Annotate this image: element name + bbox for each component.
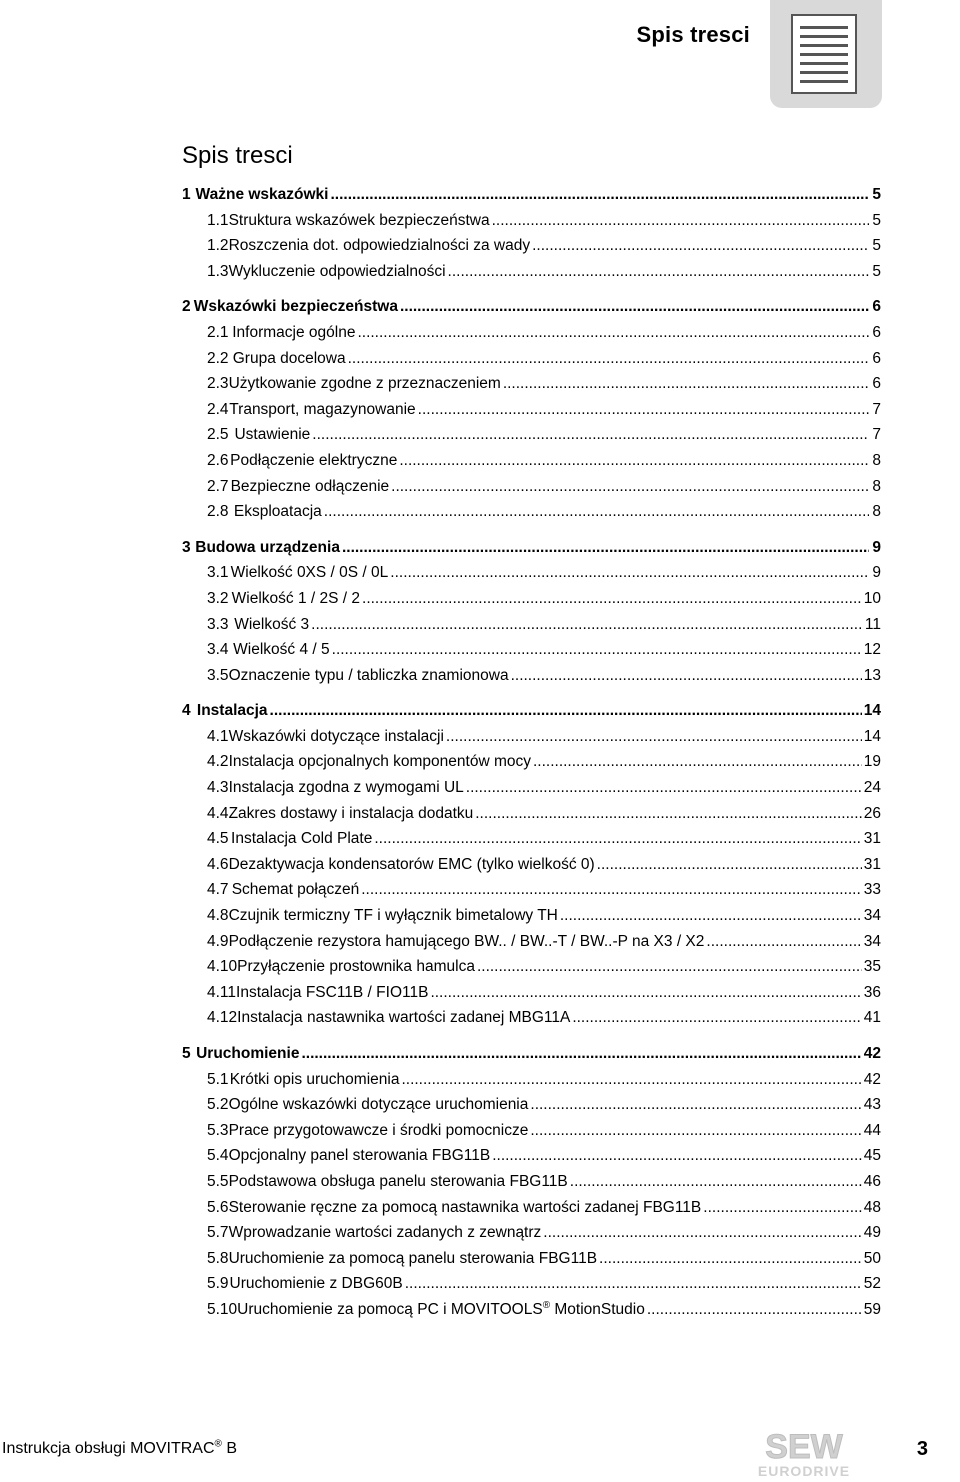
- toc-section-title: Instalacja FSC11B / FIO11B: [236, 983, 429, 1001]
- toc-page-number: 31: [863, 830, 881, 848]
- toc-leader-dots: [311, 616, 863, 634]
- toc-section-number: 2.4: [207, 400, 229, 418]
- toc-section-number: 5.10: [207, 1300, 238, 1318]
- toc-section-number: 3.1: [207, 564, 229, 582]
- toc-section-title: Prace przygotowawcze i środki pomocnicze: [228, 1121, 529, 1139]
- toc-section-row[interactable]: [182, 616, 881, 642]
- toc-leader-dots: [647, 1301, 862, 1319]
- toc-section-number: 5.9: [207, 1275, 229, 1293]
- toc-leader-dots: [400, 298, 869, 316]
- toc-page-number: 6: [872, 298, 881, 316]
- toc-page-number: 14: [863, 727, 881, 745]
- footer-manual-title: Instrukcja obsługi MOVITRAC® B: [2, 1438, 238, 1457]
- toc-leader-dots: [430, 984, 861, 1002]
- toc-section-row[interactable]: [182, 907, 881, 933]
- toc-leader-dots: [324, 503, 869, 521]
- toc-leader-dots: [418, 401, 869, 419]
- toc-leader-dots: [362, 590, 862, 608]
- toc-section-number: 2.3: [207, 375, 229, 393]
- toc-page-number: 42: [863, 1070, 881, 1088]
- toc-chapter-row[interactable]: [182, 186, 881, 212]
- toc-section-title: Dezaktywacja kondensatorów EMC (tylko wielkość 0): [228, 855, 595, 873]
- toc-chapter-number: 3: [182, 538, 191, 556]
- toc-leader-dots: [706, 933, 861, 951]
- toc-section-title: Przyłączenie prostownika hamulca: [237, 958, 475, 976]
- toc-section-number: 2.5: [207, 426, 229, 444]
- toc-section-title: Bezpieczne odłączenie: [230, 477, 390, 495]
- toc-page-number: 50: [863, 1249, 881, 1267]
- toc-section-row[interactable]: [182, 641, 881, 667]
- toc-section-row[interactable]: [182, 984, 881, 1010]
- toc-page-number: 8: [872, 477, 881, 495]
- toc-section-number: 5.8: [207, 1249, 229, 1267]
- toc-section-number: 2.2: [207, 349, 229, 367]
- toc-section-number: 1.2: [207, 237, 229, 255]
- toc-leader-dots: [270, 702, 862, 720]
- toc-leader-dots: [543, 1224, 861, 1242]
- toc-section-title: Instalacja zgodna z wymogami UL: [228, 779, 464, 797]
- toc-section-number: 4.2: [207, 753, 229, 771]
- toc-page-number: 8: [872, 503, 881, 521]
- toc-section-title: Roszczenia dot. odpowiedzialności za wady: [228, 237, 531, 255]
- toc-leader-dots: [530, 1122, 861, 1140]
- toc-section-number: 5.7: [207, 1224, 229, 1242]
- toc-page-number: 9: [872, 564, 881, 582]
- toc-section-title: Transport, magazynowanie: [229, 400, 416, 418]
- toc-section-number: 4.4: [207, 804, 229, 822]
- toc-leader-dots: [405, 1275, 862, 1293]
- toc-page-number: 36: [863, 983, 881, 1001]
- toc-page-number: 45: [863, 1147, 881, 1165]
- toc-leader-dots: [572, 1009, 861, 1027]
- page-title: Spis tresci: [182, 142, 293, 169]
- toc-section-number: 1.3: [207, 262, 229, 280]
- toc-page-number: 5: [872, 262, 881, 280]
- toc-leader-dots: [312, 426, 869, 444]
- toc-page-number: 6: [872, 323, 881, 341]
- toc-page-number: 43: [863, 1096, 881, 1114]
- toc-leader-dots: [570, 1173, 862, 1191]
- toc-leader-dots: [703, 1199, 861, 1217]
- toc-page-number: 48: [863, 1198, 881, 1216]
- toc-leader-dots: [391, 478, 869, 496]
- toc-section-row[interactable]: [182, 805, 881, 831]
- document-icon: [791, 14, 857, 94]
- toc-chapter-row[interactable]: [182, 1045, 881, 1071]
- toc-leader-dots: [466, 779, 862, 797]
- toc-page-number: 5: [872, 186, 881, 203]
- header-tab: [770, 0, 882, 108]
- toc-leader-dots: [401, 1071, 861, 1089]
- toc-leader-dots: [492, 212, 869, 230]
- toc-section-number: 4.10: [207, 958, 238, 976]
- toc-section-row[interactable]: [182, 375, 881, 401]
- toc-page-number: 6: [872, 375, 881, 393]
- toc-page-number: 35: [863, 958, 881, 976]
- toc-section-title: Podłączenie rezystora hamującego BW.. / BW..-T / BW..-P na X3 / X2: [228, 932, 705, 950]
- toc-section-number: 4.7: [207, 881, 229, 899]
- toc-leader-dots: [390, 564, 869, 582]
- toc-section-title: Instalacja opcjonalnych komponentów mocy: [228, 753, 531, 771]
- toc-section-title: Ogólne wskazówki dotyczące uruchomienia: [228, 1096, 529, 1114]
- toc-section-row[interactable]: [182, 1122, 881, 1148]
- toc-section-row[interactable]: [182, 667, 881, 693]
- toc-leader-dots: [511, 667, 862, 685]
- toc-section-row[interactable]: [182, 590, 881, 616]
- toc-chapter-row[interactable]: [182, 702, 881, 728]
- toc-section-number: 5.2: [207, 1096, 229, 1114]
- toc-section-row[interactable]: [182, 881, 881, 907]
- toc-leader-dots: [560, 907, 862, 925]
- toc-section-row[interactable]: [182, 933, 881, 959]
- toc-page-number: 26: [863, 804, 881, 822]
- toc-section-title: Ustawienie: [234, 426, 311, 444]
- toc-section-row[interactable]: [182, 452, 881, 478]
- toc-leader-dots: [348, 350, 869, 368]
- toc-page-number: 14: [863, 702, 881, 720]
- toc-chapter-title: Instalacja: [196, 702, 268, 720]
- toc-section-row[interactable]: [182, 1224, 881, 1250]
- toc-section-number: 5.1: [207, 1070, 229, 1088]
- toc-section-number: 4.9: [207, 932, 229, 950]
- toc-page-number: 46: [863, 1172, 881, 1190]
- toc-section-title: Wielkość 4 / 5: [233, 641, 330, 659]
- toc-section-title: Uruchomienie za pomocą panelu sterowania FBG11B: [228, 1249, 598, 1267]
- toc-leader-dots: [301, 1045, 861, 1063]
- toc-section-row[interactable]: [182, 830, 881, 856]
- toc-leader-dots: [599, 1250, 862, 1268]
- toc-section-title: Wielkość 1 / 2S / 2: [231, 589, 361, 607]
- toc-section-number: 4.6: [207, 855, 229, 873]
- toc-page-number: 41: [863, 1009, 881, 1027]
- toc-leader-dots: [532, 237, 869, 255]
- toc-section-row[interactable]: [182, 1096, 881, 1122]
- toc-section-title: Zakres dostawy i instalacja dodatku: [228, 804, 474, 822]
- toc-section-title: Użytkowanie zgodne z przeznaczeniem: [228, 375, 501, 393]
- toc-leader-dots: [357, 324, 869, 342]
- toc-section-row[interactable]: [182, 503, 881, 529]
- toc-section-number: 1.1: [207, 211, 229, 229]
- toc-section-title: Uruchomienie za pomocą PC i MOVITOOLS® MotionStudio: [237, 1299, 645, 1318]
- toc-leader-dots: [361, 881, 862, 899]
- logo-text-top: SEW: [765, 1428, 843, 1466]
- toc-page-number: 10: [863, 589, 881, 607]
- toc-section-number: 4.8: [207, 907, 229, 925]
- toc-page-number: 7: [872, 426, 881, 444]
- toc-leader-dots: [597, 856, 862, 874]
- toc-page-number: 44: [863, 1121, 881, 1139]
- toc-page-number: 6: [872, 349, 881, 367]
- toc-chapter-number: 2: [182, 298, 191, 316]
- toc-chapter-number: 5: [182, 1045, 191, 1062]
- toc-section-number: 5.6: [207, 1198, 229, 1216]
- toc-section-number: 5.5: [207, 1172, 229, 1190]
- toc-leader-dots: [399, 452, 869, 470]
- logo-text-bottom: EURODRIVE: [757, 1463, 851, 1479]
- toc-section-row[interactable]: [182, 426, 881, 452]
- toc-leader-dots: [475, 805, 862, 823]
- toc-section-number: 2.1: [207, 323, 229, 341]
- toc-section-number: 2.6: [207, 451, 229, 469]
- toc-section-row[interactable]: [182, 753, 881, 779]
- toc-section-title: Schemat połączeń: [231, 881, 360, 899]
- toc-leader-dots: [332, 641, 862, 659]
- toc-section-title: Wielkość 0XS / 0S / 0L: [230, 564, 389, 582]
- toc-section-title: Wprowadzanie wartości zadanych z zewnątrz: [228, 1224, 542, 1242]
- toc-section-row[interactable]: [182, 324, 881, 350]
- toc-section-row[interactable]: [182, 1301, 881, 1327]
- toc-page-number: 12: [863, 641, 881, 659]
- toc-section-title: Oznaczenie typu / tabliczka znamionowa: [228, 666, 509, 684]
- toc-section-title: Czujnik termiczny TF i wyłącznik bimetalowy TH: [228, 907, 558, 925]
- toc-page-number: 5: [872, 237, 881, 255]
- toc-section-title: Wielkość 3: [234, 615, 310, 633]
- toc-section-row[interactable]: [182, 856, 881, 882]
- toc-section-row[interactable]: [182, 958, 881, 984]
- toc-section-title: Struktura wskazówek bezpieczeństwa: [228, 211, 490, 229]
- toc-leader-dots: [374, 830, 861, 848]
- toc-section-title: Opcjonalny panel sterowania FBG11B: [228, 1147, 491, 1165]
- toc-section-number: 4.3: [207, 779, 229, 797]
- toc-section-number: 3.4: [207, 641, 229, 659]
- toc-section-title: Eksploatacja: [233, 503, 322, 521]
- toc-page-number: 59: [863, 1300, 881, 1318]
- toc-section-number: 2.8: [207, 503, 229, 521]
- toc-leader-dots: [503, 375, 869, 393]
- toc-section-row[interactable]: [182, 237, 881, 263]
- toc-section-row[interactable]: [182, 478, 881, 504]
- toc-section-row[interactable]: [182, 1275, 881, 1301]
- toc-leader-dots: [530, 1096, 861, 1114]
- toc-section-title: Instalacja nastawnika wartości zadanej MBG11A: [237, 1009, 571, 1027]
- toc-section-number: 4.11: [207, 983, 237, 1001]
- toc-page-number: 31: [863, 855, 881, 873]
- toc-section-row[interactable]: [182, 350, 881, 376]
- toc-section-row[interactable]: [182, 1009, 881, 1035]
- toc-section-title: Informacje ogólne: [232, 323, 356, 341]
- toc-chapter-title: Uruchomienie: [196, 1045, 300, 1062]
- toc-section-title: Podłączenie elektryczne: [230, 451, 398, 469]
- toc-section-row[interactable]: [182, 1199, 881, 1225]
- toc-page-number: 19: [863, 753, 881, 771]
- toc-leader-dots: [477, 958, 862, 976]
- sew-eurodrive-logo: [752, 1428, 856, 1480]
- toc-section-title: Instalacja Cold Plate: [231, 830, 373, 848]
- toc-section-row[interactable]: [182, 1250, 881, 1276]
- toc-section-number: 3.3: [207, 615, 229, 633]
- toc-section-row[interactable]: [182, 728, 881, 754]
- toc-page-number: 13: [863, 666, 881, 684]
- toc-section-number: 5.3: [207, 1121, 229, 1139]
- toc-section-row[interactable]: [182, 564, 881, 590]
- toc-section-title: Podstawowa obsługa panelu sterowania FBG11B: [228, 1172, 568, 1190]
- toc-section-number: 4.1: [207, 727, 229, 745]
- toc-section-row[interactable]: [182, 401, 881, 427]
- table-of-contents: [182, 186, 881, 1327]
- toc-page-number: 33: [863, 881, 881, 899]
- toc-page-number: 7: [872, 400, 881, 418]
- toc-page-number: 49: [863, 1224, 881, 1242]
- toc-section-row[interactable]: [182, 1173, 881, 1199]
- toc-page-number: 9: [872, 538, 881, 556]
- page-number: 3: [916, 1438, 928, 1460]
- toc-page-number: 5: [872, 211, 881, 229]
- toc-section-number: 3.5: [207, 666, 229, 684]
- toc-chapter-number: 1: [182, 186, 191, 203]
- toc-page-number: 42: [863, 1045, 881, 1062]
- toc-leader-dots: [533, 753, 862, 771]
- toc-section-number: 5.4: [207, 1147, 229, 1165]
- toc-section-title: Uruchomienie z DBG60B: [229, 1275, 403, 1293]
- toc-section-title: Krótki opis uruchomienia: [229, 1070, 400, 1088]
- toc-section-row[interactable]: [182, 779, 881, 805]
- toc-page-number: 11: [864, 615, 881, 633]
- toc-page-number: 24: [863, 779, 881, 797]
- toc-chapter-title: Ważne wskazówki: [195, 186, 329, 203]
- toc-section-row[interactable]: [182, 212, 881, 238]
- toc-chapter-title: Wskazówki bezpieczeństwa: [193, 298, 398, 316]
- toc-page-number: 34: [863, 932, 881, 950]
- toc-section-title: Wskazówki dotyczące instalacji: [228, 727, 444, 745]
- toc-section-row[interactable]: [182, 1071, 881, 1097]
- header-title: Spis tresci: [636, 22, 750, 47]
- toc-page-number: 34: [863, 907, 881, 925]
- toc-section-number: 3.2: [207, 589, 229, 607]
- toc-section-title: Sterowanie ręczne za pomocą nastawnika wartości zadanej FBG11B: [228, 1198, 702, 1216]
- toc-chapter-row[interactable]: [182, 539, 881, 565]
- toc-leader-dots: [342, 539, 869, 557]
- toc-chapter-row[interactable]: [182, 298, 881, 324]
- toc-chapter-title: Budowa urządzenia: [195, 538, 340, 556]
- toc-leader-dots: [448, 263, 869, 281]
- toc-section-number: 2.7: [207, 477, 229, 495]
- toc-section-row[interactable]: [182, 263, 881, 289]
- toc-section-row[interactable]: [182, 1147, 881, 1173]
- toc-leader-dots: [331, 186, 870, 204]
- toc-leader-dots: [446, 728, 862, 746]
- toc-chapter-number: 4: [182, 702, 191, 720]
- toc-section-title: Grupa docelowa: [232, 349, 346, 367]
- toc-section-number: 4.5: [207, 830, 229, 848]
- toc-section-title: Wykluczenie odpowiedzialności: [228, 262, 446, 280]
- toc-page-number: 8: [872, 451, 881, 469]
- toc-leader-dots: [492, 1147, 862, 1165]
- toc-section-number: 4.12: [207, 1009, 238, 1027]
- toc-page-number: 52: [863, 1275, 881, 1293]
